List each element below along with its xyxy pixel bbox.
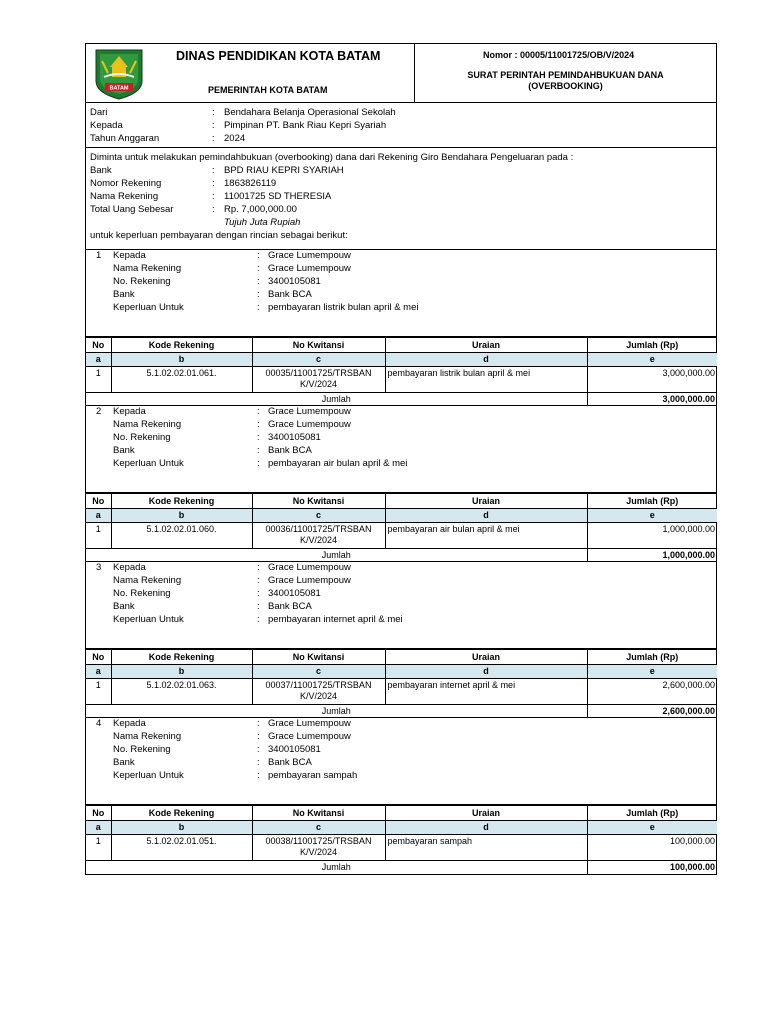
account-number: 3400105081 (268, 588, 321, 599)
colon: : (257, 263, 260, 274)
table-row (86, 679, 717, 705)
table-row (86, 523, 717, 549)
nama-rekening-value: 11001725 SD THERESIA (224, 191, 332, 202)
letter-d: d (385, 353, 587, 367)
letter-title-line2: (OVERBOOKING) (528, 81, 603, 91)
col-jumlah: Jumlah (Rp) (587, 650, 717, 665)
recipient-section (86, 562, 716, 649)
col-jumlah: Jumlah (Rp) (587, 494, 717, 509)
account-name: Grace Lumempouw (268, 731, 351, 742)
no-kwitansi-line1: 00037/11001725/TRSBAN (265, 680, 372, 690)
no-kwitansi-line2: K/V/2024 (299, 379, 338, 389)
bank-value: BPD RIAU KEPRI SYARIAH (224, 165, 344, 176)
uraian: pembayaran listrik bulan april & mei (385, 367, 587, 393)
payment-block (86, 250, 716, 406)
colon: : (257, 601, 260, 612)
recipient-section (86, 718, 716, 805)
colon: : (257, 302, 260, 313)
jumlah-label: Jumlah (86, 705, 587, 718)
jumlah: 3,000,000.00 (587, 367, 717, 393)
kepada-label: Kepada (113, 250, 146, 261)
colon: : (212, 204, 215, 215)
table-header (86, 650, 717, 665)
recipient-section (86, 406, 716, 493)
jumlah: 2,600,000.00 (587, 679, 717, 705)
colon: : (257, 718, 260, 729)
nama-rekening-label: Nama Rekening (113, 575, 182, 586)
jumlah-total: 100,000.00 (587, 861, 717, 874)
purpose-value: pembayaran sampah (268, 770, 358, 781)
colon: : (212, 178, 215, 189)
col-kwitansi: No Kwitansi (252, 806, 385, 821)
no-kwitansi-line2: K/V/2024 (299, 847, 338, 857)
colon: : (212, 107, 215, 118)
col-kode: Kode Rekening (111, 806, 252, 821)
uraian: pembayaran internet april & mei (385, 679, 587, 705)
account-number: 3400105081 (268, 432, 321, 443)
no-kwitansi (252, 367, 385, 393)
no-rekening-label: No. Rekening (113, 588, 171, 599)
no-kwitansi (252, 523, 385, 549)
recipient-name: Grace Lumempouw (268, 250, 351, 261)
col-no: No (86, 338, 111, 353)
payment-table (86, 493, 717, 562)
uraian: pembayaran sampah (385, 835, 587, 861)
payments-list (86, 250, 716, 874)
letter-e: e (587, 821, 717, 835)
government-name: PEMERINTAH KOTA BATAM (208, 85, 328, 95)
colon: : (257, 406, 260, 417)
colon: : (257, 432, 260, 443)
jumlah-label: Jumlah (86, 393, 587, 406)
total-label: Total Uang Sebesar (90, 204, 174, 215)
col-no: No (86, 650, 111, 665)
total-value: Rp. 7,000,000.00 (224, 204, 297, 215)
jumlah-total: 3,000,000.00 (587, 393, 717, 406)
kepada-label: Kepada (113, 718, 146, 729)
purpose-value: pembayaran internet april & mei (268, 614, 403, 625)
colon: : (257, 731, 260, 742)
letter-a: a (86, 353, 111, 367)
kepada-label: Kepada (90, 120, 123, 131)
letterhead-right (415, 44, 716, 102)
nama-rekening-label: Nama Rekening (113, 419, 182, 430)
emblem-text: BATAM (109, 85, 129, 92)
tahun-label: Tahun Anggaran (90, 133, 160, 144)
letter-b: b (111, 353, 252, 367)
jumlah: 100,000.00 (587, 835, 717, 861)
col-kwitansi: No Kwitansi (252, 650, 385, 665)
letter-c: c (252, 665, 385, 679)
colon: : (257, 588, 260, 599)
colon: : (257, 419, 260, 430)
kepada-label: Kepada (113, 406, 146, 417)
request-intro: Diminta untuk melakukan pemindahbukuan (overbooking) dana dari Rekening Giro Bendahara Pengeluaran pada : (90, 152, 574, 163)
col-kode: Kode Rekening (111, 650, 252, 665)
jumlah-total: 1,000,000.00 (587, 549, 717, 562)
column-letters (86, 353, 717, 367)
recipient-section (86, 250, 716, 337)
account-number: 3400105081 (268, 744, 321, 755)
kode-rekening: 5.1.02.02.01.061. (111, 367, 252, 393)
row-no: 1 (86, 679, 111, 705)
payment-number: 2 (96, 406, 102, 417)
norek-label: Nomor Rekening (90, 178, 162, 189)
jumlah-total: 2,600,000.00 (587, 705, 717, 718)
bank-label: Bank (113, 445, 135, 456)
letter-e: e (587, 509, 717, 523)
letter-e: e (587, 665, 717, 679)
kepada-label: Kepada (113, 562, 146, 573)
colon: : (212, 165, 215, 176)
bank-name: Bank BCA (268, 289, 312, 300)
jumlah-label: Jumlah (86, 861, 587, 874)
nama-rekening-label: Nama Rekening (113, 263, 182, 274)
jumlah-label: Jumlah (86, 549, 587, 562)
bank-name: Bank BCA (268, 757, 312, 768)
column-letters (86, 509, 717, 523)
payment-number: 4 (96, 718, 102, 729)
colon: : (257, 276, 260, 287)
table-header (86, 806, 717, 821)
letter-b: b (111, 821, 252, 835)
payment-number: 1 (96, 250, 102, 261)
colon: : (257, 770, 260, 781)
letter-a: a (86, 665, 111, 679)
keperluan-label: Keperluan Untuk (113, 458, 184, 469)
col-uraian: Uraian (385, 650, 587, 665)
bank-label: Bank (113, 757, 135, 768)
letterhead-left (86, 44, 415, 102)
purpose-value: pembayaran listrik bulan april & mei (268, 302, 419, 313)
letter-d: d (385, 509, 587, 523)
account-name: Grace Lumempouw (268, 575, 351, 586)
letter-c: c (252, 821, 385, 835)
purpose-value: pembayaran air bulan april & mei (268, 458, 408, 469)
col-uraian: Uraian (385, 338, 587, 353)
bank-label: Bank (90, 165, 112, 176)
no-rekening-label: No. Rekening (113, 432, 171, 443)
letter-c: c (252, 353, 385, 367)
org-name: DINAS PENDIDIKAN KOTA BATAM (176, 49, 381, 63)
table-row (86, 367, 717, 393)
payment-block (86, 718, 716, 874)
terbilang: Tujuh Juta Rupiah (224, 217, 301, 228)
letter-a: a (86, 821, 111, 835)
col-jumlah: Jumlah (Rp) (587, 806, 717, 821)
keperluan-label: Keperluan Untuk (113, 302, 184, 313)
no-kwitansi-line1: 00036/11001725/TRSBAN (265, 524, 372, 534)
colon: : (257, 575, 260, 586)
payment-block (86, 562, 716, 718)
letter-e: e (587, 353, 717, 367)
col-uraian: Uraian (385, 494, 587, 509)
colon: : (257, 250, 260, 261)
letter-title (415, 70, 716, 92)
no-rekening-label: No. Rekening (113, 744, 171, 755)
letter-d: d (385, 665, 587, 679)
norek-value: 1863826119 (224, 178, 277, 189)
letterhead (86, 44, 716, 103)
payment-table (86, 805, 717, 874)
nama-rekening-label: Nama Rekening (90, 191, 159, 202)
no-kwitansi-line1: 00035/11001725/TRSBAN (265, 368, 372, 378)
column-letters (86, 665, 717, 679)
from-section (86, 103, 716, 148)
recipient-name: Grace Lumempouw (268, 406, 351, 417)
bank-label: Bank (113, 601, 135, 612)
colon: : (212, 133, 215, 144)
keperluan-label: Keperluan Untuk (113, 614, 184, 625)
batam-emblem-icon (90, 47, 148, 101)
document (85, 43, 717, 875)
account-name: Grace Lumempouw (268, 263, 351, 274)
row-no: 1 (86, 523, 111, 549)
purpose-text: untuk keperluan pembayaran dengan rincian sebagai berikut: (90, 230, 348, 241)
total-row (86, 705, 717, 718)
dari-value: Bendahara Belanja Operasional Sekolah (224, 107, 396, 118)
jumlah: 1,000,000.00 (587, 523, 717, 549)
colon: : (212, 120, 215, 131)
table-header (86, 494, 717, 509)
letter-d: d (385, 821, 587, 835)
recipient-name: Grace Lumempouw (268, 562, 351, 573)
account-number: 3400105081 (268, 276, 321, 287)
nama-rekening-label: Nama Rekening (113, 731, 182, 742)
row-no: 1 (86, 835, 111, 861)
kode-rekening: 5.1.02.02.01.063. (111, 679, 252, 705)
no-kwitansi (252, 679, 385, 705)
total-row (86, 393, 717, 406)
no-kwitansi-line1: 00038/11001725/TRSBAN (265, 836, 372, 846)
bank-label: Bank (113, 289, 135, 300)
colon: : (257, 744, 260, 755)
kode-rekening: 5.1.02.02.01.051. (111, 835, 252, 861)
kode-rekening: 5.1.02.02.01.060. (111, 523, 252, 549)
col-uraian: Uraian (385, 806, 587, 821)
no-kwitansi-line2: K/V/2024 (299, 691, 338, 701)
row-no: 1 (86, 367, 111, 393)
bank-name: Bank BCA (268, 445, 312, 456)
total-row (86, 549, 717, 562)
colon: : (212, 191, 215, 202)
dari-label: Dari (90, 107, 108, 118)
bank-name: Bank BCA (268, 601, 312, 612)
tahun-value: 2024 (224, 133, 246, 144)
col-kwitansi: No Kwitansi (252, 338, 385, 353)
total-row (86, 861, 717, 874)
col-no: No (86, 806, 111, 821)
keperluan-label: Keperluan Untuk (113, 770, 184, 781)
col-kode: Kode Rekening (111, 338, 252, 353)
colon: : (257, 562, 260, 573)
no-rekening-label: No. Rekening (113, 276, 171, 287)
column-letters (86, 821, 717, 835)
col-kode: Kode Rekening (111, 494, 252, 509)
letter-number: Nomor : 00005/11001725/OB/V/2024 (483, 50, 635, 60)
request-section (86, 148, 716, 250)
colon: : (257, 445, 260, 456)
recipient-name: Grace Lumempouw (268, 718, 351, 729)
colon: : (257, 757, 260, 768)
col-jumlah: Jumlah (Rp) (587, 338, 717, 353)
colon: : (257, 289, 260, 300)
table-header (86, 338, 717, 353)
letter-b: b (111, 509, 252, 523)
letter-a: a (86, 509, 111, 523)
payment-table (86, 337, 717, 406)
col-kwitansi: No Kwitansi (252, 494, 385, 509)
payment-block (86, 406, 716, 562)
no-kwitansi (252, 835, 385, 861)
payment-number: 3 (96, 562, 102, 573)
account-name: Grace Lumempouw (268, 419, 351, 430)
kepada-value: Pimpinan PT. Bank Riau Kepri Syariah (224, 120, 387, 131)
col-no: No (86, 494, 111, 509)
letter-c: c (252, 509, 385, 523)
no-kwitansi-line2: K/V/2024 (299, 535, 338, 545)
letter-b: b (111, 665, 252, 679)
colon: : (257, 458, 260, 469)
colon: : (257, 614, 260, 625)
uraian: pembayaran air bulan april & mei (385, 523, 587, 549)
letter-title-line1: SURAT PERINTAH PEMINDAHBUKUAN DANA (467, 70, 664, 80)
payment-table (86, 649, 717, 718)
table-row (86, 835, 717, 861)
